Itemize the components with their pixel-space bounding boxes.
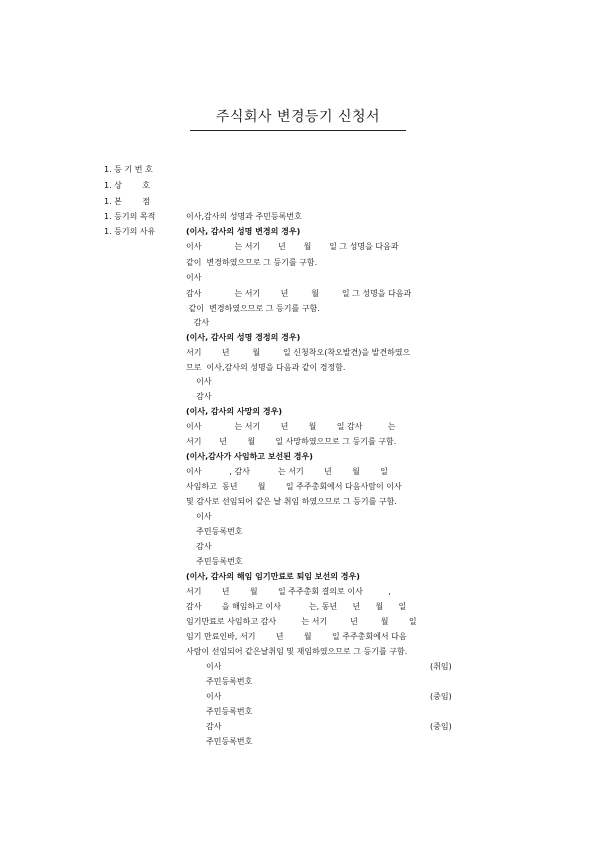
body-line: 임기만료로 사임하고 감사 는 서기 년 월 일 — [186, 617, 417, 626]
body-line: 사임하고 동년 월 일 주주총회에서 다음사람이 이사 — [186, 482, 402, 491]
section-heading-death: (이사, 감사의 사망의 경우) — [186, 407, 282, 416]
item-label-reason: 1. 등기의 사유 — [104, 227, 156, 236]
signatory-note: (중임) — [430, 722, 452, 731]
section-heading-dismissal-expiry: (이사, 감사의 해임 임기만료로 퇴임 보선의 경우) — [186, 572, 360, 581]
body-line: 이사 — [186, 273, 202, 282]
body-line: 서기 년 월 일 사망하였으므로 그 등기를 구함. — [186, 437, 397, 446]
item-label-registry-number: 1. 등 기 번 호 — [104, 165, 153, 174]
body-line: 이사 는 서기 년 월 일 그 성명을 다음과 — [186, 242, 399, 251]
body-line: 주민등록번호 — [186, 557, 243, 566]
body-line: 이사 , 감사 는 서기 년 월 일 — [186, 467, 388, 476]
body-line: 임기 만료인바, 서기 년 월 일 주주총회에서 다음 — [186, 632, 407, 641]
signatory-role: 감사 — [206, 722, 222, 731]
body-line: 및 감사로 선임되어 같은 날 취임 하였으므로 그 등기를 구함. — [186, 497, 397, 506]
item-label-company-name: 1. 상 호 — [104, 181, 150, 190]
body-line: 이사 — [186, 512, 212, 521]
body-line: 사람이 선임되어 같은날취임 및 재임하였으므로 그 등기를 구함. — [186, 647, 408, 656]
signatory-role: 이사 — [206, 692, 222, 701]
document-title: 주식회사 변경등기 신청서 — [190, 106, 406, 131]
body-line: 감사 — [186, 392, 212, 401]
body-line: 감사 을 해임하고 이사 는, 동년 년 월 일 — [186, 602, 407, 611]
body-line: 같이 변경하였으므로 그 등기를 구함. — [186, 258, 318, 267]
body-line: 감사 — [186, 318, 210, 327]
body-line: 같이 변경하였으므로 그 등기를 구함. — [186, 304, 320, 313]
item-value-purpose: 이사,감사의 성명과 주민등록번호 — [186, 212, 302, 221]
body-line: 감사 — [186, 542, 212, 551]
item-label-purpose: 1. 등기의 목적 — [104, 212, 156, 221]
body-line: 이사 — [186, 377, 212, 386]
body-line: 므로 이사,감사의 성명을 다음과 같이 경정함. — [186, 363, 346, 372]
section-heading-resignation: (이사,감사가 사임하고 보선된 경우) — [186, 452, 313, 461]
signatory-note: (중임) — [430, 692, 452, 701]
section-heading-name-change: (이사, 감사의 성명 변경의 경우) — [186, 227, 301, 236]
signatory-role: 주민등록번호 — [206, 677, 253, 686]
body-line: 주민등록번호 — [186, 527, 243, 536]
body-line: 서기 년 월 일 신청착오(착오발견)을 발견하였으 — [186, 348, 411, 357]
body-line: 서기 년 월 일 주주총회 결의로 이사 , — [186, 587, 391, 596]
body-line: 감사 는 서기 년 월 일 그 성명을 다음과 — [186, 289, 412, 298]
signatory-role: 주민등록번호 — [206, 737, 253, 746]
item-label-head-office: 1. 본 점 — [104, 197, 150, 206]
section-heading-name-correction: (이사, 감사의 성명 경정의 경우) — [186, 333, 301, 342]
body-line: 이사 는 서기 년 월 일 감사 는 — [186, 422, 396, 431]
signatory-role: 이사 — [206, 662, 222, 671]
signatory-note: (취임) — [430, 662, 452, 671]
signatory-role: 주민등록번호 — [206, 707, 253, 716]
